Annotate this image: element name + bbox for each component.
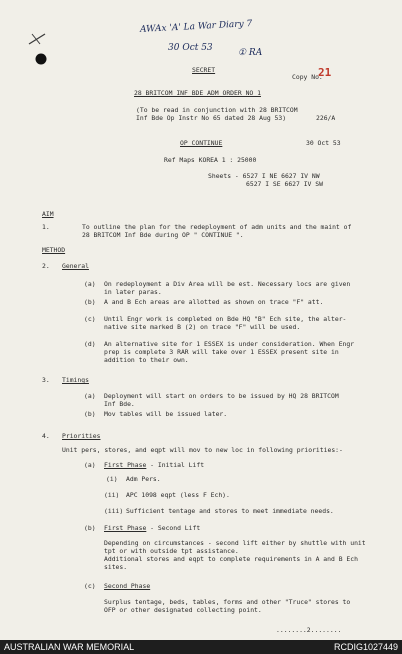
- priorities-intro: Unit pers, stores, and eqpt will mov to new loc in following priorities:-: [62, 446, 343, 454]
- timings-a-line-1: Deployment will start on orders to be issued by HQ 28 BRITCOM: [104, 392, 339, 400]
- priorities-i-label: (i): [106, 475, 118, 483]
- general-a-label: (a): [84, 280, 96, 288]
- priorities-heading: Priorities: [62, 432, 101, 440]
- timings-b-label: (b): [84, 410, 96, 418]
- general-d-line-2: prep is complete 3 RAR will take over 1 ESSEX present site in: [104, 348, 339, 356]
- footer-record-id: RCDIG1027449: [333, 642, 398, 652]
- method-heading: METHOD: [42, 246, 66, 254]
- aim-number: 1.: [42, 223, 50, 231]
- priorities-i-text: Adm Pers.: [126, 475, 161, 483]
- general-c-line-2: native site marked B (2) on trace "F" will be used.: [104, 323, 301, 331]
- general-d-line-1: An alternative site for 1 ESSEX is under consideration. When Engr: [104, 340, 355, 348]
- priorities-b-heading: [104, 524, 200, 532]
- aim-line-2: 28 BRITCOM Inf Bde during OP " CONTINUE ".: [82, 231, 244, 239]
- timings-a-line-2: Inf Bde.: [104, 400, 135, 408]
- general-b-line-1: A and B Ech areas are allotted as shown on trace "F" att.: [104, 298, 324, 306]
- initial-lift-label: - Initial Lift: [146, 461, 205, 469]
- priorities-b-label: (b): [84, 524, 96, 532]
- copy-label: Copy No.: [292, 73, 323, 81]
- timings-heading: Timings: [62, 376, 89, 384]
- ref-line-1: (To be read in conjunction with 28 BRITCOM: [136, 106, 298, 114]
- priorities-a-label: (a): [84, 461, 96, 469]
- handwritten-note: AWAx 'A' La War Diary 7: [139, 19, 253, 35]
- file-ref: 226/A: [316, 114, 336, 122]
- sheets-line-2: 6527 I SE 6627 IV SW: [246, 180, 323, 188]
- priorities-b-line-3: Additional stores and eqpt to complete requirements in A and B Ech: [104, 555, 358, 563]
- priorities-iii-label: (iii): [104, 507, 124, 515]
- general-number: 2.: [42, 262, 50, 270]
- timings-b-line-1: Mov tables will be issued later.: [104, 410, 228, 418]
- handwritten-date: 30 Oct 53: [168, 43, 213, 53]
- archive-footer: [0, 640, 402, 654]
- priorities-b-line-4: sites.: [104, 563, 128, 571]
- op-name: OP CONTINUE: [180, 139, 223, 147]
- footer-institution: AUSTRALIAN WAR MEMORIAL: [4, 642, 135, 652]
- priorities-iii-text: Sufficient tentage and stores to meet immediate needs.: [126, 507, 334, 515]
- general-d-label: (d): [84, 340, 96, 348]
- staple-mark-icon: [26, 30, 48, 48]
- aim-heading: AIM: [42, 210, 54, 218]
- priorities-number: 4.: [42, 432, 50, 440]
- priorities-b-line-2: tpt or with outside tpt assistance.: [104, 547, 239, 555]
- page-marker: ........2........: [276, 626, 342, 634]
- priorities-c-label: (c): [84, 582, 96, 590]
- priorities-c-line-1: Surplus tentage, beds, tables, forms and other "Truce" stores to: [104, 598, 351, 606]
- first-phase-title-2: First Phase: [104, 524, 147, 532]
- timings-a-label: (a): [84, 392, 96, 400]
- general-heading: General: [62, 262, 89, 270]
- general-a-line-1: On redeployment a Div Area will be est. Necessary locs are given: [104, 280, 351, 288]
- handwritten-circle-note: ① RA: [238, 48, 263, 58]
- order-date: 30 Oct 53: [306, 139, 341, 147]
- sheets-line-1: Sheets - 6527 I NE 6627 IV NW: [208, 172, 320, 180]
- general-c-label: (c): [84, 315, 96, 323]
- first-phase-title: First Phase: [104, 461, 147, 469]
- aim-line-1: To outline the plan for the redeployment of adm units and the maint of: [82, 223, 352, 231]
- ref-maps: Ref Maps KOREA 1 : 25000: [164, 156, 257, 164]
- punch-hole-icon: [34, 52, 48, 66]
- order-title: 28 BRITCOM INF BDE ADM ORDER NO 1: [134, 89, 261, 97]
- general-a-line-2: in later paras.: [104, 288, 162, 296]
- copy-number: 21: [318, 66, 332, 79]
- priorities-ii-text: APC 1098 eqpt (less F Ech).: [126, 491, 230, 499]
- ref-line-2: Inf Bde Op Instr No 65 dated 28 Aug 53): [136, 114, 287, 122]
- priorities-ii-label: (ii): [104, 491, 120, 499]
- general-c-line-1: Until Engr work is completed on Bde HQ "B" Ech site, the alter-: [104, 315, 347, 323]
- priorities-c-line-2: OFP or other designated collecting point.: [104, 606, 262, 614]
- general-d-line-3: addition to their own.: [104, 356, 189, 364]
- classification: SECRET: [192, 66, 216, 74]
- general-b-label: (b): [84, 298, 96, 306]
- second-lift-label: - Second Lift: [146, 524, 201, 532]
- second-phase-title: Second Phase: [104, 582, 151, 590]
- priorities-a-heading: [104, 461, 204, 469]
- priorities-b-line-1: Depending on circumstances - second lift either by shuttle with unit: [104, 539, 366, 547]
- timings-number: 3.: [42, 376, 50, 384]
